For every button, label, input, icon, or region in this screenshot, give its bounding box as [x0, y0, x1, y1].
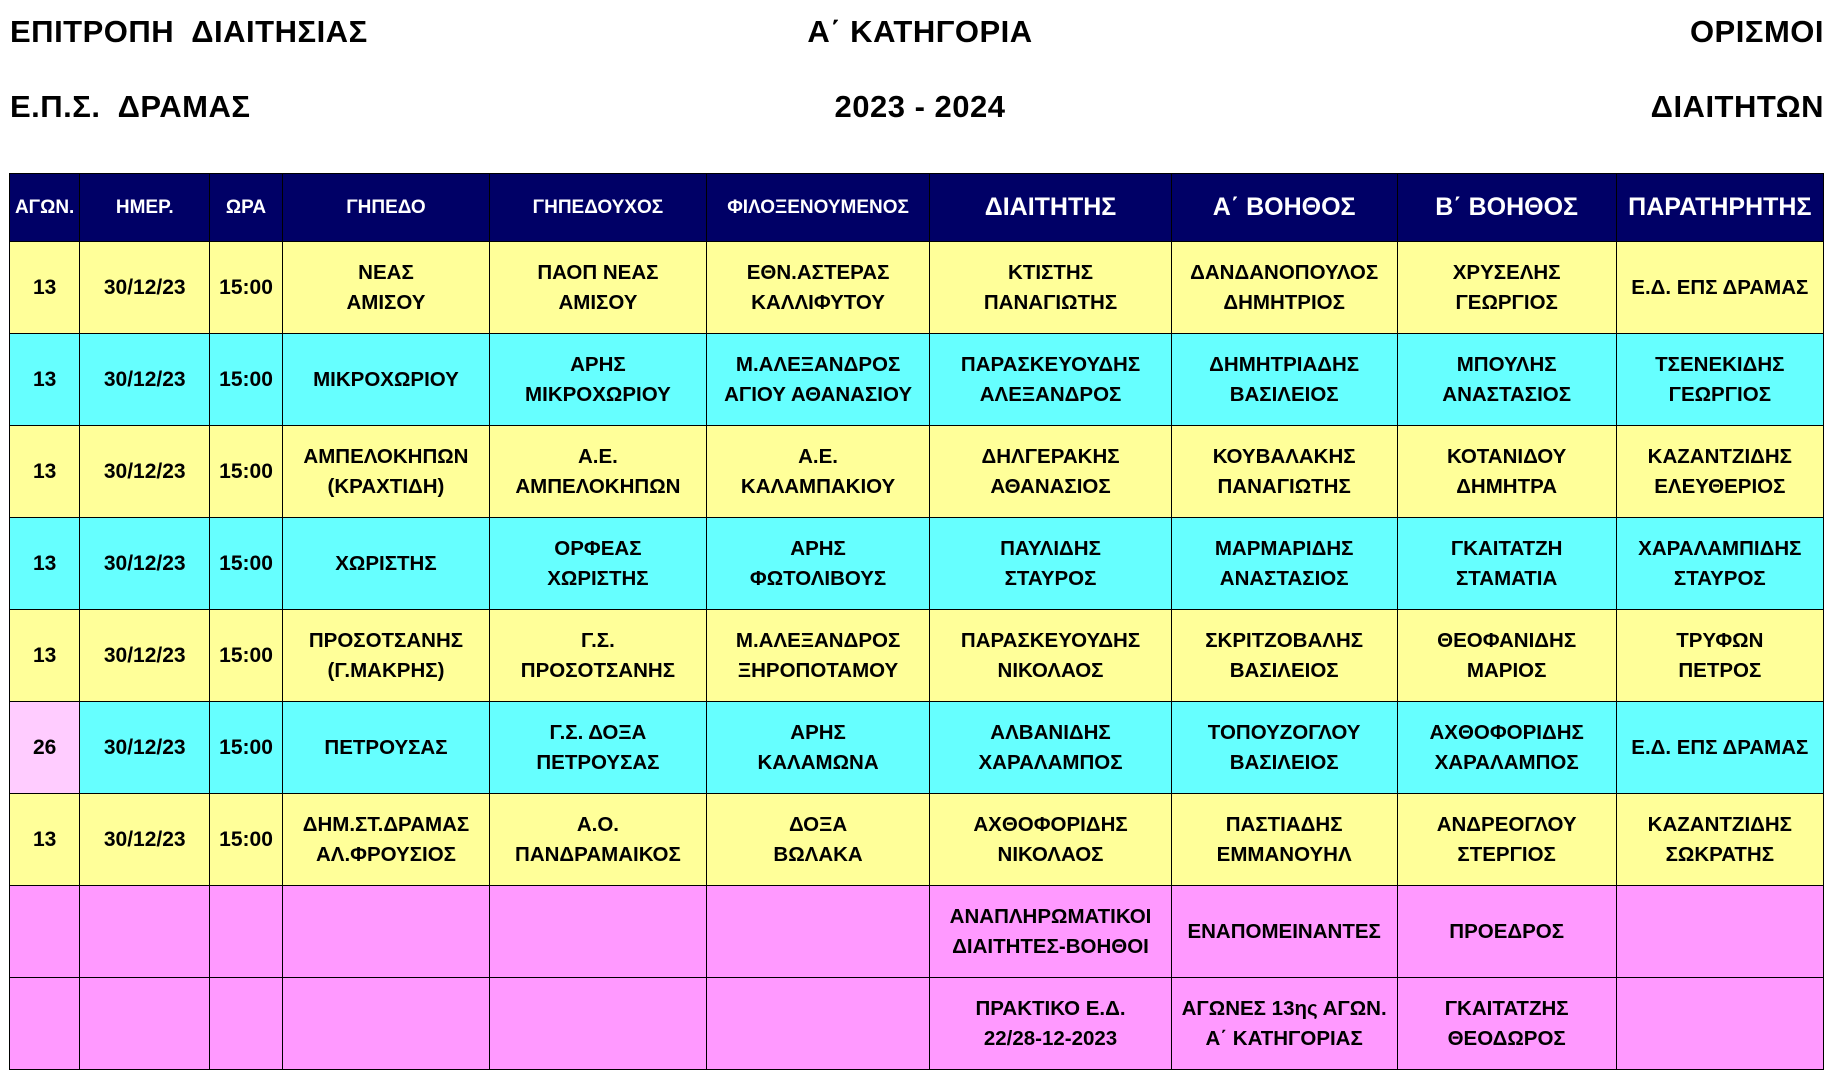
- cell-time: 15:00: [210, 426, 283, 518]
- cell-line: ΞΗΡΟΠΟΤΑΜΟΥ: [737, 658, 899, 682]
- cell-agon: 13: [10, 610, 80, 702]
- cell-line: 22/28-12-2023: [983, 1026, 1118, 1050]
- cell-line: ΑΓΙΟΥ ΑΘΑΝΑΣΙΟΥ: [724, 382, 913, 406]
- cell-line: ΕΝΑΠΟΜΕΙΝΑΝΤΕΣ: [1187, 919, 1381, 943]
- footer-cell-assistant2: [1397, 886, 1616, 978]
- cell-assistant2: [1397, 426, 1616, 518]
- cell-line: ΑΝΑΣΤΑΣΙΟΣ: [1219, 566, 1349, 590]
- col-header-away: ΦΙΛΟΞΕΝΟΥΜΕΝΟΣ: [706, 174, 930, 242]
- footer-row: [10, 978, 1824, 1070]
- cell-line: ΑΜΙΣΟΥ: [558, 290, 638, 314]
- cell-line: ΜΙΚΡΟΧΩΡΙΟΥ: [313, 367, 459, 391]
- cell-line: Ε.Δ. ΕΠΣ ΔΡΑΜΑΣ: [1631, 735, 1809, 759]
- cell-line: ΠΕΤΡΟΥΣΑΣ: [536, 750, 660, 774]
- cell-away: [706, 334, 930, 426]
- cell-line: Γ.Σ. ΔΟΞΑ: [549, 720, 647, 744]
- cell-line: ΑΡΗΣ: [790, 720, 846, 744]
- cell-line: ΑΜΠΕΛΟΚΗΠΩΝ: [303, 444, 469, 468]
- table-row: [10, 334, 1824, 426]
- cell-line: ΧΑΡΑΛΑΜΠΙΔΗΣ: [1638, 536, 1802, 560]
- empty-cell: [706, 886, 930, 978]
- cell-line: ΠΑΡΑΣΚΕΥΟΥΔΗΣ: [960, 628, 1141, 652]
- cell-assistant2: [1397, 518, 1616, 610]
- cell-agon: 13: [10, 518, 80, 610]
- cell-agon: 13: [10, 242, 80, 334]
- col-header-date: ΗΜΕΡ.: [80, 174, 210, 242]
- cell-line: Α.Ε.: [798, 444, 838, 468]
- cell-away: [706, 794, 930, 886]
- cell-stadium: [282, 610, 489, 702]
- cell-line: ΜΑΡΜΑΡΙΔΗΣ: [1214, 536, 1354, 560]
- cell-assistant1: [1171, 794, 1397, 886]
- cell-away: [706, 426, 930, 518]
- cell-line: Ε.Δ. ΕΠΣ ΔΡΑΜΑΣ: [1631, 275, 1809, 299]
- cell-line: ΝΕΑΣ: [358, 260, 414, 284]
- cell-date: 30/12/23: [80, 702, 210, 794]
- cell-line: ΑΡΗΣ: [790, 536, 846, 560]
- cell-line: ΠΑΥΛΙΔΗΣ: [1000, 536, 1101, 560]
- cell-observer: [1616, 794, 1823, 886]
- cell-observer: [1616, 242, 1823, 334]
- col-header-stadium: ΓΗΠΕΔΟ: [282, 174, 489, 242]
- cell-home: [490, 426, 707, 518]
- cell-line: ΑΧΘΟΦΟΡΙΔΗΣ: [973, 812, 1128, 836]
- cell-observer: [1616, 426, 1823, 518]
- cell-line: ΣΤΑΥΡΟΣ: [1673, 566, 1766, 590]
- season-title: 2023 - 2024: [834, 89, 1006, 124]
- cell-line: ΑΛΒΑΝΙΔΗΣ: [990, 720, 1111, 744]
- cell-line: ΠΡΟΣΟΤΣΑΝΗΣ: [520, 658, 676, 682]
- cell-referee: [930, 518, 1171, 610]
- empty-cell: [1616, 978, 1823, 1070]
- cell-line: ΠΕΤΡΟΣ: [1678, 658, 1762, 682]
- footer-cell-assistant1: [1171, 886, 1397, 978]
- empty-cell: [80, 978, 210, 1070]
- federation-name: Ε.Π.Σ. ΔΡΑΜΑΣ: [10, 89, 251, 124]
- empty-cell: [10, 886, 80, 978]
- cell-line: ΚΟΤΑΝΙΔΟΥ: [1446, 444, 1567, 468]
- cell-date: 30/12/23: [80, 242, 210, 334]
- cell-line: ΣΤΑΥΡΟΣ: [1004, 566, 1097, 590]
- cell-stadium: [282, 242, 489, 334]
- cell-line: ΝΙΚΟΛΑΟΣ: [997, 658, 1104, 682]
- col-header-home: ΓΗΠΕΔΟΥΧΟΣ: [490, 174, 707, 242]
- cell-assistant2: [1397, 702, 1616, 794]
- cell-line: ΓΕΩΡΓΙΟΣ: [1668, 382, 1771, 406]
- table-row: [10, 242, 1824, 334]
- committee-title: ΕΠΙΤΡΟΠΗ ΔΙΑΙΤΗΣΙΑΣ: [10, 14, 368, 49]
- cell-line: Μ.ΑΛΕΞΑΝΔΡΟΣ: [735, 352, 901, 376]
- cell-stadium: [282, 334, 489, 426]
- appointments-title: ΟΡΙΣΜΟΙ: [1689, 14, 1824, 49]
- cell-line: ΑΜΠΕΛΟΚΗΠΩΝ: [515, 474, 681, 498]
- referees-title: ΔΙΑΙΤΗΤΩΝ: [1650, 89, 1824, 124]
- empty-cell: [210, 978, 283, 1070]
- cell-line: ΠΑΣΤΙΑΔΗΣ: [1225, 812, 1343, 836]
- cell-line: Α΄ ΚΑΤΗΓΟΡΙΑΣ: [1205, 1026, 1363, 1050]
- cell-line: ΑΘΑΝΑΣΙΟΣ: [990, 474, 1111, 498]
- cell-line: ΓΚΑΙΤΑΤΖΗΣ: [1444, 996, 1569, 1020]
- empty-cell: [80, 886, 210, 978]
- cell-line: ΧΩΡΙΣΤΗΣ: [335, 551, 437, 575]
- cell-referee: [930, 610, 1171, 702]
- category-title: Α΄ ΚΑΤΗΓΟΡΙΑ: [807, 14, 1033, 49]
- cell-line: (ΚΡΑΧΤΙΔΗ): [327, 474, 445, 498]
- cell-time: 15:00: [210, 702, 283, 794]
- cell-home: [490, 702, 707, 794]
- cell-line: ΣΚΡΙΤΖΟΒΑΛΗΣ: [1205, 628, 1364, 652]
- cell-observer: [1616, 610, 1823, 702]
- table-row: [10, 426, 1824, 518]
- cell-line: ΦΩΤΟΛΙΒΟΥΣ: [749, 566, 887, 590]
- table-row: [10, 518, 1824, 610]
- cell-line: (Γ.ΜΑΚΡΗΣ): [327, 658, 445, 682]
- cell-line: ΑΛΕΞΑΝΔΡΟΣ: [979, 382, 1122, 406]
- table-row: [10, 702, 1824, 794]
- cell-line: ΒΑΣΙΛΕΙΟΣ: [1229, 382, 1339, 406]
- cell-assistant2: [1397, 794, 1616, 886]
- cell-stadium: [282, 426, 489, 518]
- footer-row: [10, 886, 1824, 978]
- cell-home: [490, 794, 707, 886]
- cell-line: ΧΑΡΑΛΑΜΠΟΣ: [1434, 750, 1579, 774]
- cell-referee: [930, 794, 1171, 886]
- cell-home: [490, 518, 707, 610]
- cell-date: 30/12/23: [80, 794, 210, 886]
- cell-date: 30/12/23: [80, 334, 210, 426]
- cell-line: ΤΡΥΦΩΝ: [1676, 628, 1764, 652]
- cell-line: ΑΝΑΣΤΑΣΙΟΣ: [1442, 382, 1572, 406]
- cell-line: ΕΛΕΥΘΕΡΙΟΣ: [1654, 474, 1786, 498]
- cell-line: ΔΗΜΗΤΡΙΑΔΗΣ: [1209, 352, 1360, 376]
- cell-line: ΤΣΕΝΕΚΙΔΗΣ: [1655, 352, 1785, 376]
- cell-line: ΔΙΑΙΤΗΤΕΣ-ΒΟΗΘΟΙ: [952, 934, 1149, 958]
- cell-referee: [930, 242, 1171, 334]
- cell-line: ΝΙΚΟΛΑΟΣ: [997, 842, 1104, 866]
- cell-time: 15:00: [210, 334, 283, 426]
- table-row: [10, 794, 1824, 886]
- cell-line: ΠΑΝΑΓΙΩΤΗΣ: [1217, 474, 1351, 498]
- appointments-table: [9, 173, 1824, 1070]
- table-body: [10, 242, 1824, 1070]
- cell-line: ΑΝΑΠΛΗΡΩΜΑΤΙΚΟΙ: [949, 904, 1152, 928]
- cell-home: [490, 334, 707, 426]
- empty-cell: [1616, 886, 1823, 978]
- cell-line: Μ.ΑΛΕΞΑΝΔΡΟΣ: [735, 628, 901, 652]
- cell-line: ΘΕΟΦΑΝΙΔΗΣ: [1437, 628, 1577, 652]
- cell-line: ΔΟΞΑ: [789, 812, 848, 836]
- cell-line: ΑΧΘΟΦΟΡΙΔΗΣ: [1429, 720, 1584, 744]
- cell-agon: 13: [10, 794, 80, 886]
- col-header-assistant2: Β΄ ΒΟΗΘΟΣ: [1397, 174, 1616, 242]
- footer-cell-assistant2: [1397, 978, 1616, 1070]
- cell-line: Α.Ε.: [577, 444, 618, 468]
- cell-line: ΑΜΙΣΟΥ: [346, 290, 426, 314]
- cell-assistant1: [1171, 610, 1397, 702]
- cell-line: ΒΩΛΑΚΑ: [773, 842, 863, 866]
- cell-line: ΠΑΡΑΣΚΕΥΟΥΔΗΣ: [960, 352, 1141, 376]
- cell-line: ΣΩΚΡΑΤΗΣ: [1665, 842, 1775, 866]
- cell-assistant2: [1397, 610, 1616, 702]
- empty-cell: [706, 978, 930, 1070]
- cell-assistant1: [1171, 242, 1397, 334]
- cell-line: ΧΩΡΙΣΤΗΣ: [547, 566, 649, 590]
- cell-line: ΔΗΛΓΕΡΑΚΗΣ: [981, 444, 1120, 468]
- cell-line: ΚΑΛΛΙΦΥΤΟΥ: [751, 290, 885, 314]
- cell-line: ΑΡΗΣ: [570, 352, 626, 376]
- cell-time: 15:00: [210, 518, 283, 610]
- cell-agon: 13: [10, 426, 80, 518]
- cell-line: ΑΛ.ΦΡΟΥΣΙΟΣ: [315, 842, 456, 866]
- table-header-row: [10, 174, 1824, 242]
- cell-line: ΜΑΡΙΟΣ: [1466, 658, 1547, 682]
- cell-line: ΑΝΔΡΕΟΓΛΟΥ: [1436, 812, 1577, 836]
- cell-line: ΚΟΥΒΑΛΑΚΗΣ: [1212, 444, 1356, 468]
- cell-date: 30/12/23: [80, 610, 210, 702]
- cell-home: [490, 610, 707, 702]
- cell-line: ΜΠΟΥΛΗΣ: [1456, 352, 1557, 376]
- cell-time: 15:00: [210, 610, 283, 702]
- empty-cell: [490, 978, 707, 1070]
- cell-observer: [1616, 518, 1823, 610]
- cell-observer: [1616, 334, 1823, 426]
- footer-cell-referee: [930, 886, 1171, 978]
- col-header-referee: ΔΙΑΙΤΗΤΗΣ: [930, 174, 1171, 242]
- cell-line: Γ.Σ.: [581, 628, 615, 652]
- col-header-observer: ΠΑΡΑΤΗΡΗΤΗΣ: [1616, 174, 1823, 242]
- cell-line: ΕΘΝ.ΑΣΤΕΡΑΣ: [746, 260, 890, 284]
- cell-assistant1: [1171, 426, 1397, 518]
- cell-time: 15:00: [210, 242, 283, 334]
- empty-cell: [490, 886, 707, 978]
- cell-referee: [930, 702, 1171, 794]
- cell-line: ΕΜΜΑΝΟΥΗΛ: [1216, 842, 1352, 866]
- cell-time: 15:00: [210, 794, 283, 886]
- cell-line: ΚΑΖΑΝΤΖΙΔΗΣ: [1647, 812, 1792, 836]
- cell-line: ΔΗΜΗΤΡΙΟΣ: [1223, 290, 1345, 314]
- cell-line: ΚΑΛΑΜΠΑΚΙΟΥ: [740, 474, 896, 498]
- cell-line: ΒΑΣΙΛΕΙΟΣ: [1229, 658, 1339, 682]
- cell-referee: [930, 426, 1171, 518]
- cell-agon: 13: [10, 334, 80, 426]
- cell-line: ΟΡΦΕΑΣ: [554, 536, 642, 560]
- cell-line: ΣΤΑΜΑΤΙΑ: [1455, 566, 1558, 590]
- cell-referee: [930, 334, 1171, 426]
- cell-line: ΔΑΝΔΑΝΟΠΟΥΛΟΣ: [1190, 260, 1379, 284]
- cell-line: ΠΑΟΠ ΝΕΑΣ: [537, 260, 659, 284]
- cell-line: ΠΕΤΡΟΥΣΑΣ: [324, 735, 448, 759]
- cell-stadium: [282, 702, 489, 794]
- cell-line: ΚΤΙΣΤΗΣ: [1008, 260, 1093, 284]
- cell-line: ΘΕΟΔΩΡΟΣ: [1447, 1026, 1566, 1050]
- cell-line: ΜΙΚΡΟΧΩΡΙΟΥ: [525, 382, 671, 406]
- footer-cell-referee: [930, 978, 1171, 1070]
- col-header-match: ΑΓΩΝ.: [10, 174, 80, 242]
- cell-date: 30/12/23: [80, 426, 210, 518]
- cell-line: ΠΡΑΚΤΙΚΟ Ε.Δ.: [975, 996, 1126, 1020]
- cell-line: ΑΓΩΝΕΣ 13ης ΑΓΩΝ.: [1181, 996, 1387, 1020]
- cell-line: ΚΑΖΑΝΤΖΙΔΗΣ: [1647, 444, 1792, 468]
- cell-line: ΤΟΠΟΥΖΟΓΛΟΥ: [1207, 720, 1361, 744]
- empty-cell: [10, 978, 80, 1070]
- cell-away: [706, 610, 930, 702]
- cell-date: 30/12/23: [80, 518, 210, 610]
- empty-cell: [282, 886, 489, 978]
- cell-away: [706, 242, 930, 334]
- cell-line: ΧΡΥΣΕΛΗΣ: [1452, 260, 1561, 284]
- cell-assistant2: [1397, 334, 1616, 426]
- cell-observer: [1616, 702, 1823, 794]
- cell-line: ΠΡΟΣΟΤΣΑΝΗΣ: [308, 628, 464, 652]
- col-header-assistant1: Α΄ ΒΟΗΘΟΣ: [1171, 174, 1397, 242]
- cell-line: ΔΗΜΗΤΡΑ: [1456, 474, 1558, 498]
- cell-line: ΧΑΡΑΛΑΜΠΟΣ: [978, 750, 1123, 774]
- cell-line: ΔΗΜ.ΣΤ.ΔΡΑΜΑΣ: [302, 812, 470, 836]
- empty-cell: [210, 886, 283, 978]
- cell-stadium: [282, 518, 489, 610]
- cell-line: ΓΕΩΡΓΙΟΣ: [1455, 290, 1558, 314]
- cell-line: ΠΑΝΑΓΙΩΤΗΣ: [983, 290, 1118, 314]
- cell-assistant1: [1171, 334, 1397, 426]
- cell-line: Α.Ο.: [576, 812, 619, 836]
- cell-home: [490, 242, 707, 334]
- cell-stadium: [282, 794, 489, 886]
- cell-assistant1: [1171, 702, 1397, 794]
- cell-line: ΣΤΕΡΓΙΟΣ: [1457, 842, 1556, 866]
- cell-away: [706, 518, 930, 610]
- cell-line: ΠΡΟΕΔΡΟΣ: [1449, 919, 1565, 943]
- cell-assistant1: [1171, 518, 1397, 610]
- footer-cell-assistant1: [1171, 978, 1397, 1070]
- empty-cell: [282, 978, 489, 1070]
- cell-agon: 26: [10, 702, 80, 794]
- cell-line: ΚΑΛΑΜΩΝΑ: [757, 750, 879, 774]
- table-row: [10, 610, 1824, 702]
- cell-line: ΓΚΑΙΤΑΤΖΗ: [1450, 536, 1563, 560]
- cell-line: ΠΑΝΔΡΑΜΑΙΚΟΣ: [515, 842, 681, 866]
- col-header-time: ΩΡΑ: [210, 174, 283, 242]
- cell-assistant2: [1397, 242, 1616, 334]
- cell-line: ΒΑΣΙΛΕΙΟΣ: [1229, 750, 1339, 774]
- cell-away: [706, 702, 930, 794]
